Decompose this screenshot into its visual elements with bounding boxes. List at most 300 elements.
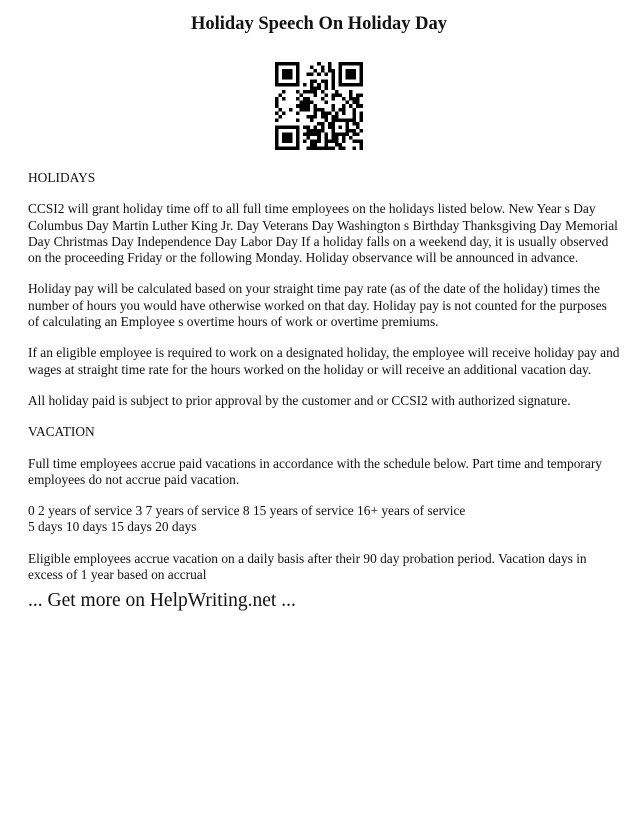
document-title: Holiday Speech On Holiday Day [191, 14, 447, 34]
qr-module [331, 132, 335, 136]
qr-module [328, 62, 332, 66]
text-line: 5 days 10 days 15 days 20 days [28, 519, 197, 535]
qr-module [289, 146, 293, 150]
qr-module [359, 146, 363, 150]
qr-module [352, 122, 356, 126]
qr-module [359, 76, 363, 80]
qr-module [359, 129, 363, 133]
qr-module [307, 90, 311, 94]
qr-module [314, 146, 318, 150]
qr-module [338, 76, 342, 80]
qr-module [331, 122, 335, 126]
qr-module [303, 132, 307, 136]
qr-module [275, 73, 279, 77]
qr-module [324, 139, 328, 143]
qr-module [342, 108, 346, 112]
qr-module [338, 132, 342, 136]
qr-module [286, 62, 290, 66]
qr-module [289, 132, 293, 136]
qr-module [275, 143, 279, 147]
qr-module [331, 104, 335, 108]
qr-module [352, 146, 356, 150]
qr-module [282, 139, 286, 143]
qr-module [349, 94, 353, 98]
qr-module [352, 111, 356, 115]
qr-module [310, 118, 314, 122]
qr-module [335, 90, 339, 94]
qr-module [324, 94, 328, 98]
qr-module [321, 115, 325, 119]
qr-module [300, 108, 304, 112]
qr-module [282, 111, 286, 115]
qr-module [296, 69, 300, 73]
qr-module [275, 101, 279, 105]
qr-module [307, 132, 311, 136]
qr-module [310, 139, 314, 143]
qr-module [352, 115, 356, 119]
qr-module [321, 66, 325, 70]
qr-module [338, 108, 342, 112]
qr-module [279, 83, 283, 87]
qr-module [356, 62, 360, 66]
qr-module [324, 111, 328, 115]
qr-module [314, 115, 318, 119]
qr-module [328, 122, 332, 126]
text-line: Holiday pay will be calculated based on your straight time pay rate (as of the date of the holiday) times the [28, 281, 600, 297]
qr-module [282, 97, 286, 101]
qr-module [275, 146, 279, 150]
qr-module [321, 108, 325, 112]
qr-module [310, 115, 314, 119]
paragraph [28, 170, 612, 186]
qr-module [356, 104, 360, 108]
qr-module [345, 69, 349, 73]
qr-module [324, 136, 328, 140]
qr-module [293, 125, 297, 129]
qr-module [314, 139, 318, 143]
qr-module [349, 129, 353, 133]
qr-module [321, 125, 325, 129]
qr-module [282, 90, 286, 94]
qr-module [352, 69, 356, 73]
qr-module [321, 129, 325, 133]
qr-module [314, 129, 318, 133]
text-line: of calculating an Employee s overtime hours of work or overtime premiums. [28, 314, 439, 330]
qr-module [275, 136, 279, 140]
qr-module [349, 104, 353, 108]
qr-module [338, 146, 342, 150]
qr-module [289, 62, 293, 66]
qr-module [345, 118, 349, 122]
qr-module [342, 104, 346, 108]
qr-module [275, 83, 279, 87]
qr-module [275, 66, 279, 70]
qr-module [307, 104, 311, 108]
qr-module [342, 83, 346, 87]
qr-module [359, 83, 363, 87]
qr-module [352, 132, 356, 136]
qr-module [275, 104, 279, 108]
qr-module [331, 69, 335, 73]
paragraph [28, 424, 612, 440]
qr-module [282, 69, 286, 73]
paragraph [28, 393, 612, 409]
qr-module [356, 94, 360, 98]
qr-module [359, 139, 363, 143]
qr-module [314, 94, 318, 98]
qr-module [338, 62, 342, 66]
qr-module [349, 118, 353, 122]
qr-module [328, 125, 332, 129]
qr-module [314, 125, 318, 129]
qr-module [345, 122, 349, 126]
qr-module [328, 139, 332, 143]
qr-module [342, 118, 346, 122]
qr-module [307, 146, 311, 150]
qr-module [331, 136, 335, 140]
qr-module [279, 108, 283, 112]
qr-module [321, 97, 325, 101]
qr-module [307, 73, 311, 77]
qr-module [275, 80, 279, 84]
qr-module [310, 83, 314, 87]
qr-module [279, 62, 283, 66]
qr-module [356, 83, 360, 87]
qr-code-icon [275, 62, 363, 150]
qr-module [328, 69, 332, 73]
paragraph [28, 503, 612, 536]
qr-module [331, 80, 335, 84]
qr-module [352, 62, 356, 66]
qr-module [359, 143, 363, 147]
qr-module [324, 143, 328, 147]
qr-module [286, 125, 290, 129]
qr-module [356, 122, 360, 126]
qr-module [321, 122, 325, 126]
qr-module [324, 146, 328, 150]
qr-module [342, 136, 346, 140]
qr-module [317, 73, 321, 77]
qr-module [307, 136, 311, 140]
qr-module [282, 136, 286, 140]
text-line: CCSI2 will grant holiday time off to all full time employees on the holidays listed below. New Year s Day [28, 201, 596, 217]
qr-module [349, 136, 353, 140]
qr-module [314, 143, 318, 147]
text-line: If an eligible employee is required to work on a designated holiday, the employee will receive holiday pay and [28, 345, 620, 361]
qr-module [349, 90, 353, 94]
qr-module [296, 125, 300, 129]
qr-module [289, 139, 293, 143]
qr-module [286, 83, 290, 87]
qr-module [289, 76, 293, 80]
qr-module [310, 129, 314, 133]
qr-module [279, 94, 283, 98]
qr-module [352, 97, 356, 101]
qr-module [345, 76, 349, 80]
text-line: HOLIDAYS [28, 170, 96, 185]
qr-module [331, 118, 335, 122]
qr-module [317, 87, 321, 91]
qr-module [282, 83, 286, 87]
text-line: wages at straight time rate for the hours worked on the holiday or will receive an additional vacation day. [28, 361, 592, 377]
qr-module [303, 83, 307, 87]
qr-module [303, 104, 307, 108]
qr-module [359, 111, 363, 115]
qr-module [349, 69, 353, 73]
qr-module [282, 76, 286, 80]
qr-module [314, 87, 318, 91]
text-line: Day Christmas Day Independence Day Labor Day If a holiday falls on a weekend day, it is usually observed [28, 233, 609, 249]
paragraph [28, 456, 612, 489]
qr-module [331, 108, 335, 112]
qr-module [314, 111, 318, 115]
qr-module [356, 101, 360, 105]
qr-module [359, 66, 363, 70]
text-line: Eligible employees accrue vacation on a daily basis after their 90 day probation period. Vacation days in [28, 550, 587, 566]
qr-module [317, 129, 321, 133]
qr-module [279, 115, 283, 119]
qr-module [328, 66, 332, 70]
qr-module [286, 69, 290, 73]
qr-module [317, 146, 321, 150]
qr-module [282, 132, 286, 136]
qr-module [352, 73, 356, 77]
text-line: Full time employees accrue paid vacations in accordance with the schedule below. Part time and temporary [28, 455, 602, 471]
qr-module [282, 125, 286, 129]
qr-module [359, 69, 363, 73]
qr-module [310, 132, 314, 136]
qr-module [310, 66, 314, 70]
qr-module [289, 69, 293, 73]
qr-module [314, 104, 318, 108]
qr-module [286, 73, 290, 77]
qr-module [335, 139, 339, 143]
qr-module [296, 80, 300, 84]
qr-module [342, 111, 346, 115]
qr-module [300, 94, 304, 98]
qr-module [321, 90, 325, 94]
qr-module [296, 104, 300, 108]
qr-module [352, 129, 356, 133]
qr-module [342, 146, 346, 150]
qr-module [338, 125, 342, 129]
qr-module [286, 146, 290, 150]
qr-module [352, 101, 356, 105]
qr-module [342, 139, 346, 143]
qr-module [317, 108, 321, 112]
qr-module [352, 139, 356, 143]
qr-module [296, 139, 300, 143]
qr-module [296, 83, 300, 87]
qr-module [317, 132, 321, 136]
qr-module [282, 62, 286, 66]
qr-module [296, 146, 300, 150]
text-line: VACATION [28, 424, 95, 440]
qr-module [321, 146, 325, 150]
qr-module [331, 146, 335, 150]
qr-module [359, 62, 363, 66]
qr-module [307, 108, 311, 112]
qr-module [317, 139, 321, 143]
qr-module [282, 146, 286, 150]
qr-module [342, 132, 346, 136]
qr-module [314, 108, 318, 112]
qr-module [275, 132, 279, 136]
qr-module [296, 118, 300, 122]
qr-module [286, 132, 290, 136]
qr-module [296, 132, 300, 136]
qr-module [338, 66, 342, 70]
qr-module [331, 94, 335, 98]
qr-module [324, 118, 328, 122]
qr-module [349, 83, 353, 87]
qr-module [275, 69, 279, 73]
qr-code-graphic [275, 62, 363, 150]
document-body [28, 170, 620, 598]
qr-module [331, 129, 335, 133]
qr-module [303, 101, 307, 105]
qr-module [317, 136, 321, 140]
qr-module [275, 125, 279, 129]
qr-module [359, 104, 363, 108]
qr-module [331, 115, 335, 119]
qr-module [296, 62, 300, 66]
qr-module [293, 62, 297, 66]
qr-module [307, 101, 311, 105]
qr-module [345, 125, 349, 129]
qr-module [289, 108, 293, 112]
qr-module [324, 87, 328, 91]
qr-module [275, 139, 279, 143]
qr-module [356, 139, 360, 143]
qr-module [331, 87, 335, 91]
qr-module [310, 146, 314, 150]
qr-module [324, 73, 328, 77]
qr-module [345, 73, 349, 77]
qr-module [359, 80, 363, 84]
qr-module [349, 97, 353, 101]
qr-module [286, 139, 290, 143]
qr-module [310, 73, 314, 77]
qr-module [331, 83, 335, 87]
qr-module [296, 136, 300, 140]
qr-module [359, 118, 363, 122]
qr-module [293, 83, 297, 87]
qr-module [349, 73, 353, 77]
qr-module [275, 111, 279, 115]
qr-module [296, 97, 300, 101]
qr-module [331, 76, 335, 80]
qr-module [275, 62, 279, 66]
text-line: Columbus Day Martin Luther King Jr. Day Veterans Day Washington s Birthday Thanksgiving Day Memorial [28, 217, 618, 233]
qr-module [328, 146, 332, 150]
qr-module [303, 97, 307, 101]
qr-module [279, 125, 283, 129]
qr-module [342, 97, 346, 101]
paragraph [28, 201, 618, 266]
text-line: employees do not accrue paid vacation. [28, 471, 240, 487]
qr-module [275, 97, 279, 101]
qr-module [303, 90, 307, 94]
paragraph [28, 345, 620, 378]
qr-module [324, 132, 328, 136]
qr-module [275, 129, 279, 133]
qr-module [296, 76, 300, 80]
qr-module [303, 108, 307, 112]
qr-module [296, 73, 300, 77]
text-line: 0 2 years of service 3 7 years of service 8 15 years of service 16+ years of service [28, 503, 466, 519]
qr-module [317, 83, 321, 87]
qr-module [359, 115, 363, 119]
qr-module [338, 80, 342, 84]
qr-module [335, 118, 339, 122]
qr-module [279, 146, 283, 150]
qr-module [303, 125, 307, 129]
qr-module [345, 83, 349, 87]
qr-module [310, 90, 314, 94]
qr-module [345, 101, 349, 105]
get-more-link[interactable]: ... Get more on HelpWriting.net ... [28, 590, 296, 611]
qr-module [338, 69, 342, 73]
paragraph [28, 551, 612, 584]
qr-module [328, 111, 332, 115]
qr-module [338, 73, 342, 77]
text-line: excess of 1 year based on accrual [28, 567, 207, 583]
qr-module [314, 69, 318, 73]
qr-module [345, 132, 349, 136]
paragraph [28, 281, 612, 330]
qr-module [307, 129, 311, 133]
qr-module [296, 66, 300, 70]
qr-module [296, 143, 300, 147]
qr-module [317, 62, 321, 66]
qr-module [359, 73, 363, 77]
qr-module [286, 76, 290, 80]
qr-module [289, 73, 293, 77]
text-line: All holiday paid is subject to prior approval by the customer and or CCSI2 with authorized signature. [28, 392, 571, 408]
qr-module [300, 104, 304, 108]
qr-module [307, 125, 311, 129]
qr-module [314, 80, 318, 84]
qr-module [310, 87, 314, 91]
text-line: on the proceeding Friday or the following Monday. Holiday observance will be announced in advance. [28, 250, 579, 266]
qr-module [335, 143, 339, 147]
qr-module [296, 129, 300, 133]
qr-module [356, 132, 360, 136]
qr-module [275, 76, 279, 80]
text-line: number of hours you would have otherwise worked on that day. Holiday pay is not counted for the purposes [28, 297, 607, 313]
qr-module [289, 136, 293, 140]
qr-module [356, 97, 360, 101]
qr-module [338, 143, 342, 147]
qr-module [275, 118, 279, 122]
qr-module [321, 69, 325, 73]
qr-module [338, 83, 342, 87]
qr-module [307, 115, 311, 119]
qr-module [345, 129, 349, 133]
qr-module [352, 76, 356, 80]
qr-module [293, 146, 297, 150]
qr-module [307, 97, 311, 101]
qr-module [335, 111, 339, 115]
qr-module [321, 111, 325, 115]
qr-module [331, 73, 335, 77]
qr-module [289, 125, 293, 129]
qr-module [324, 80, 328, 84]
qr-module [300, 101, 304, 105]
qr-module [349, 62, 353, 66]
qr-module [324, 83, 328, 87]
